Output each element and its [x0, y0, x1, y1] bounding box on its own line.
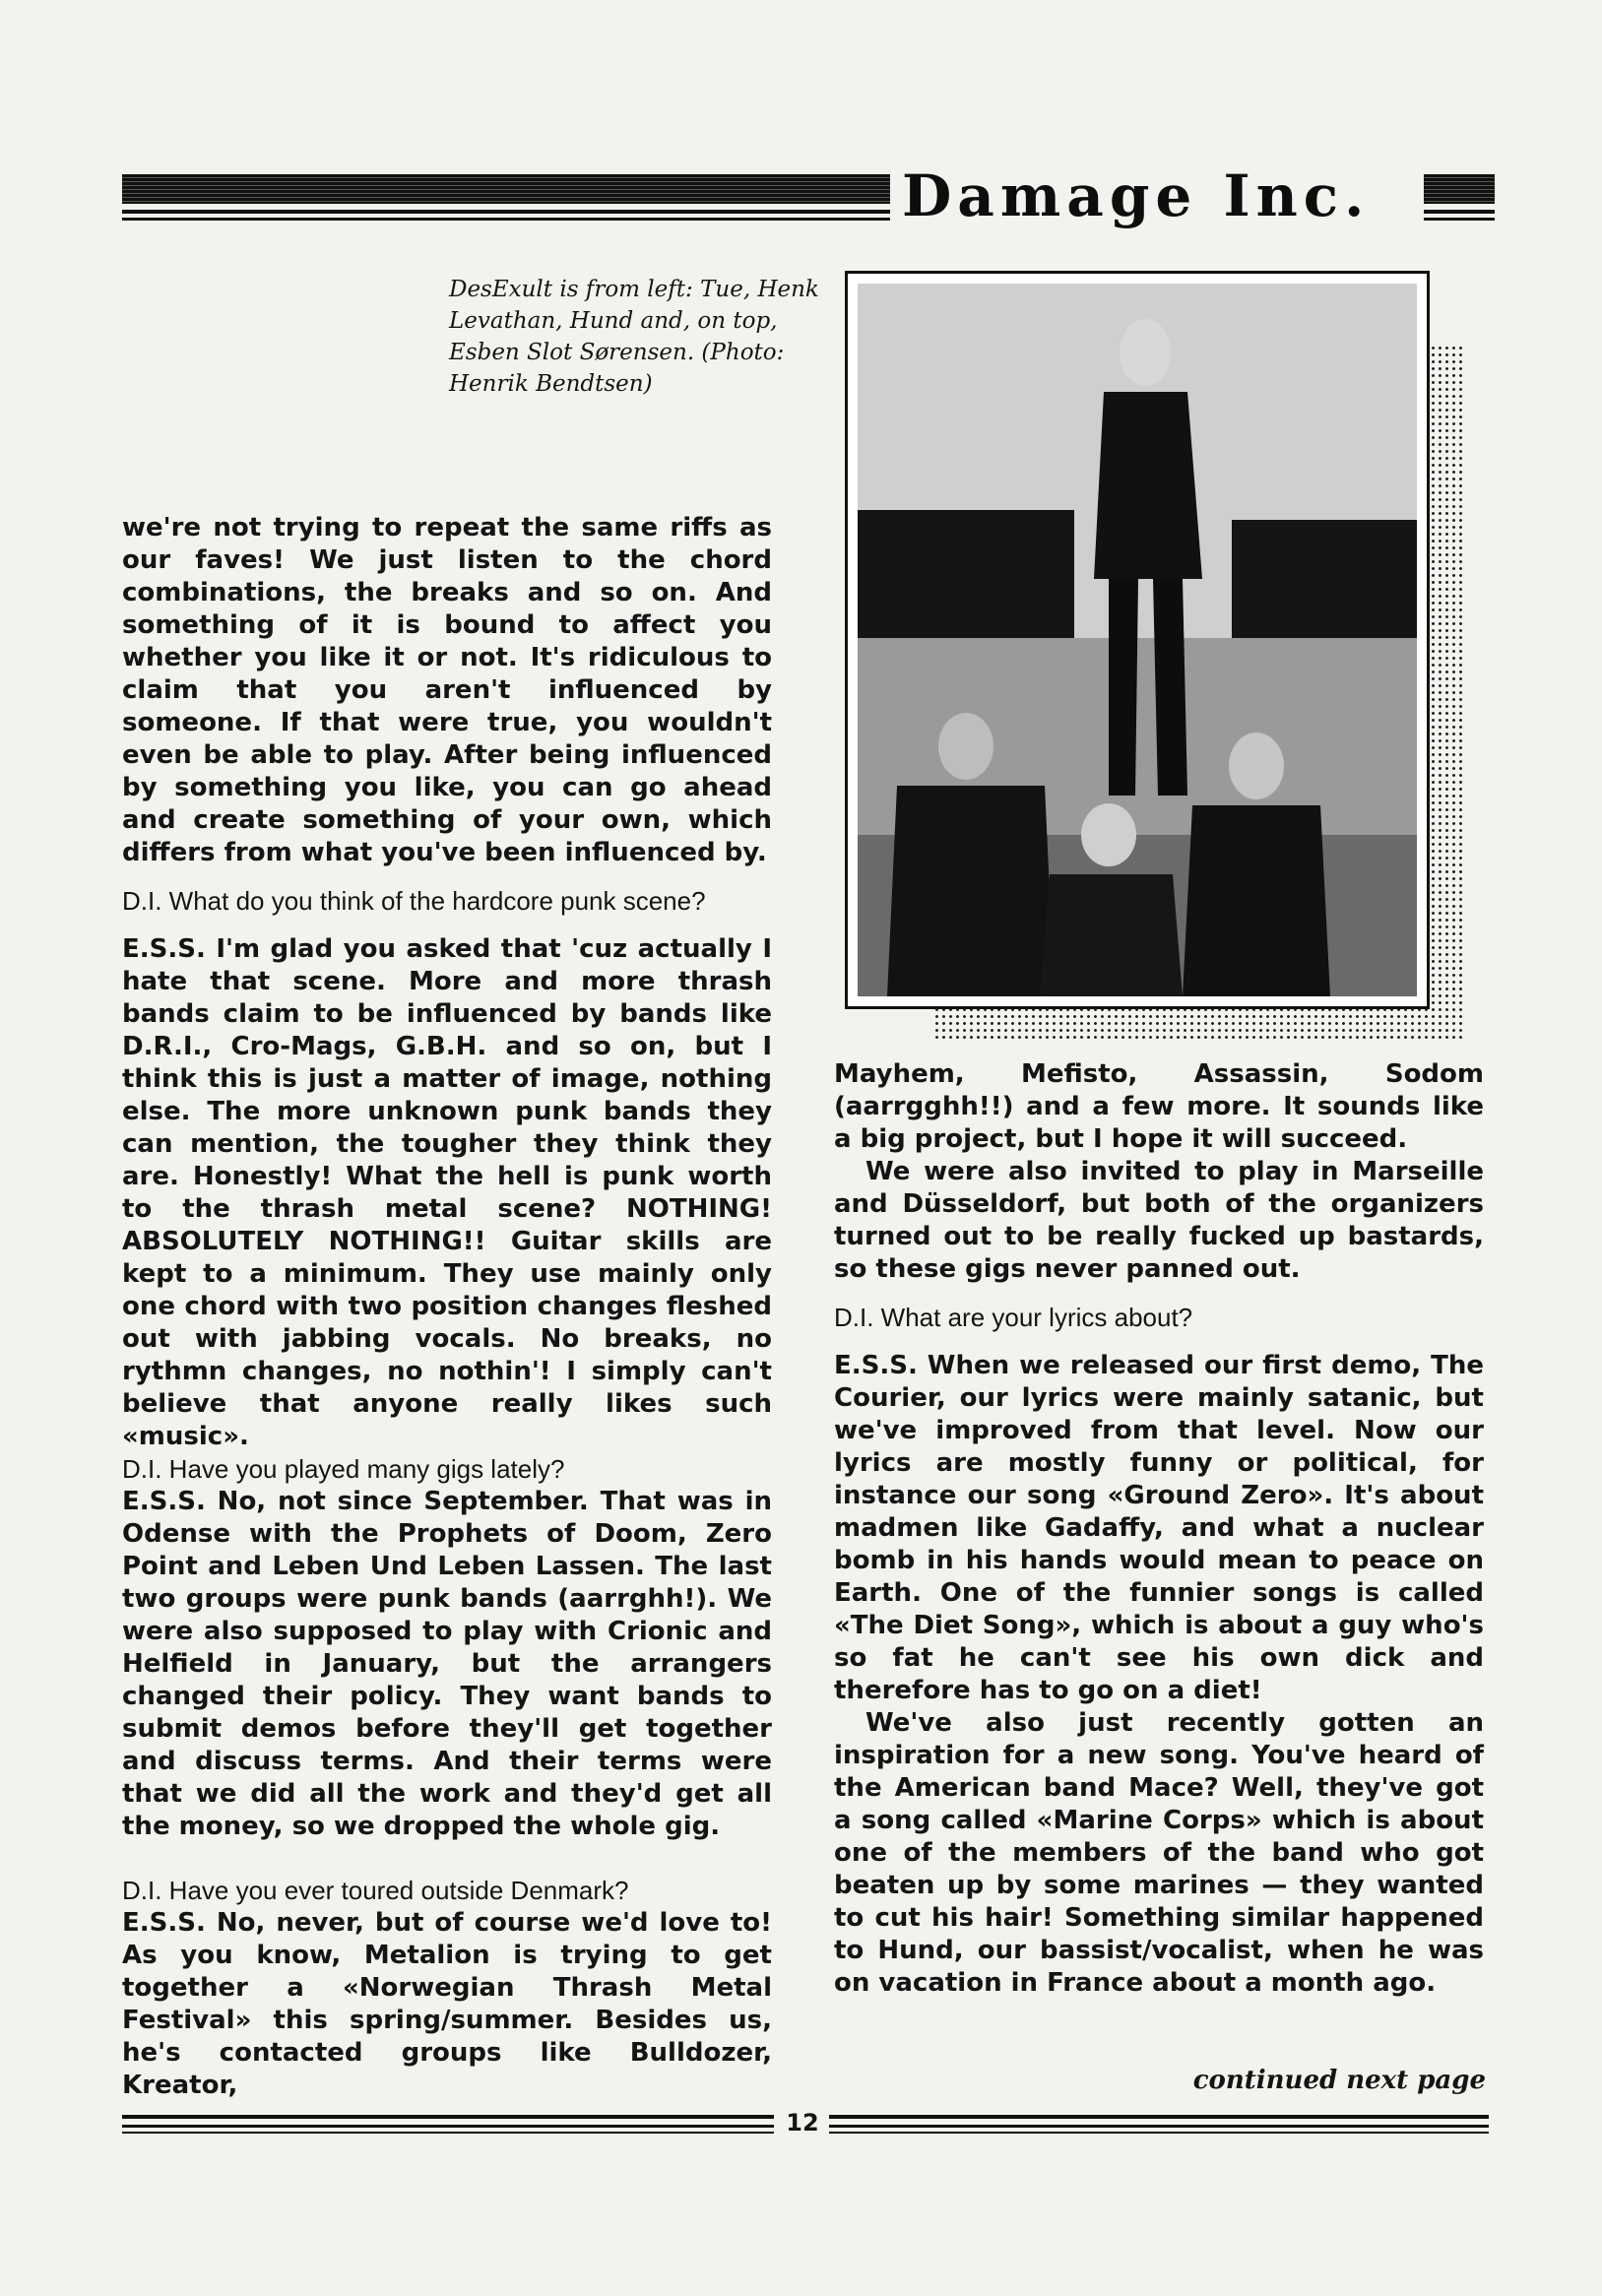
interview-answer: E.S.S. I'm glad you asked that 'cuz actually I hate that scene. More and more thrash bands claim to be influenced by bands like D.R.I., Cro-Mags, G.B.H. and so on, but I think this is just a matter of image, nothing else. The more unknown punk bands they can mention, the tougher they think they are. Honestly! What the hell is punk worth to the thrash metal scene? NOTHING! ABSOLUTELY NOTHING!! Guitar skills are kept to a minimum. They use mainly only one chord with two position changes fleshed out with jabbing vocals. No breaks, no rythmn changes, no nothin'! I simply can't believe that anyone really likes such «music».	[122, 934, 772, 1451]
interview-question: D.I. What are your lyrics about?	[834, 1303, 1193, 1332]
band-photo	[845, 271, 1430, 1009]
paragraph-gap	[122, 918, 772, 933]
header-rule-left-thin-2	[122, 218, 890, 221]
header-rule-left	[122, 174, 890, 204]
interview-question: D.I. Have you played many gigs lately?	[122, 1454, 565, 1484]
header-band	[122, 162, 1495, 229]
footer-rule-left-2	[122, 2125, 774, 2128]
interview-answer: E.S.S. When we released our first demo, The Courier, our lyrics were mainly satanic, but we've improved from that level. Now our lyrics are mostly funny or political, for instance our song «Ground Zero». It's about madmen like Gadaffy, and what a nuclear bomb in his hands would mean to peace on Earth. One of the funnier songs is called «The Diet Song», which is about a guy who's so fat he can't see his own dick and therefore has to go on a diet!	[834, 1351, 1484, 1705]
interview-answer: we're not trying to repeat the same riffs as our faves! We just listen to the chord combinations, the breaks and so on. And something of it is bound to affect you whether you like it or not. It's ridiculous to claim that you aren't influenced by someone. If that were true, you wouldn't even be able to play. After being influenced by something you like, you can go ahead and create something of your own, which differs from what you've been influenced by.	[122, 513, 772, 867]
interview-answer: Mayhem, Mefisto, Assassin, Sodom (aarrgghh!!) and a few more. It sounds like a big project, but I hope it will succeed.	[834, 1059, 1484, 1154]
footer-rule-left	[122, 2115, 774, 2119]
continued-next-page: continued next page	[1192, 2066, 1486, 2095]
band-photo-drawing	[858, 284, 1417, 996]
interview-answer: E.S.S. No, not since September. That was in Odense with the Prophets of Doom, Zero Point and Leben Und Leben Lassen. The last two groups were punk bands (aarrghh!). We were also supposed to play with Crionic and Helfield in January, but the arrangers changed their policy. They want bands to submit demos before they'll get together and discuss terms. And their terms were that we did all the work and they'd get all the money, so we dropped the whole gig.	[122, 1487, 772, 1841]
interview-question: D.I. What do you think of the hardcore punk scene?	[122, 886, 706, 916]
interview-answer: We've also just recently gotten an inspiration for a new song. You've heard of the American band Mace? Well, they've got a song called «Marine Corps» which is about one of the members of the band who got beaten up by some marines — they wanted to cut his hair! Something similar happened to Hund, our bassist/vocalist, when he was on vacation in France about a month ago.	[834, 1708, 1484, 1998]
paragraph-gap	[122, 1859, 772, 1875]
paragraph-gap	[834, 1334, 1484, 1350]
footer-rule-left-3	[122, 2132, 774, 2134]
header-rule-right-thin	[1424, 210, 1495, 214]
photo-caption: DesExult is from left: Tue, Henk Levathan, Hund and, on top, Esben Slot Sørensen. (Photo: Henrik Bendtsen)	[449, 277, 819, 397]
header-rule-right	[1424, 174, 1495, 204]
interview-answer: E.S.S. No, never, but of course we'd love to! As you know, Metalion is trying to get together a «Norwegian Thrash Metal Festival» this spring/summer. Besides us, he's contacted groups like Bulldozer, Kreator,	[122, 1908, 772, 2100]
page-number: 12	[786, 2109, 819, 2137]
interview-question: D.I. Have you ever toured outside Denmark?	[122, 1876, 629, 1905]
paragraph-gap	[834, 1286, 1484, 1302]
paragraph-gap	[122, 869, 772, 885]
header-rule-right-thin-2	[1424, 218, 1495, 221]
right-column	[834, 1058, 1484, 2000]
band-photo-image	[858, 284, 1417, 996]
paragraph-gap	[122, 1843, 772, 1859]
left-column	[122, 512, 772, 2102]
footer-rule-right	[829, 2115, 1489, 2119]
footer-rule-right-2	[829, 2125, 1489, 2128]
interview-answer: We were also invited to play in Marseille and Düsseldorf, but both of the organizers turned out to be really fucked up bastards, so these gigs never panned out.	[834, 1157, 1484, 1284]
magazine-title: Damage Inc.	[902, 162, 1371, 229]
header-rule-left-thin	[122, 210, 890, 214]
footer-rule-right-3	[829, 2132, 1489, 2134]
